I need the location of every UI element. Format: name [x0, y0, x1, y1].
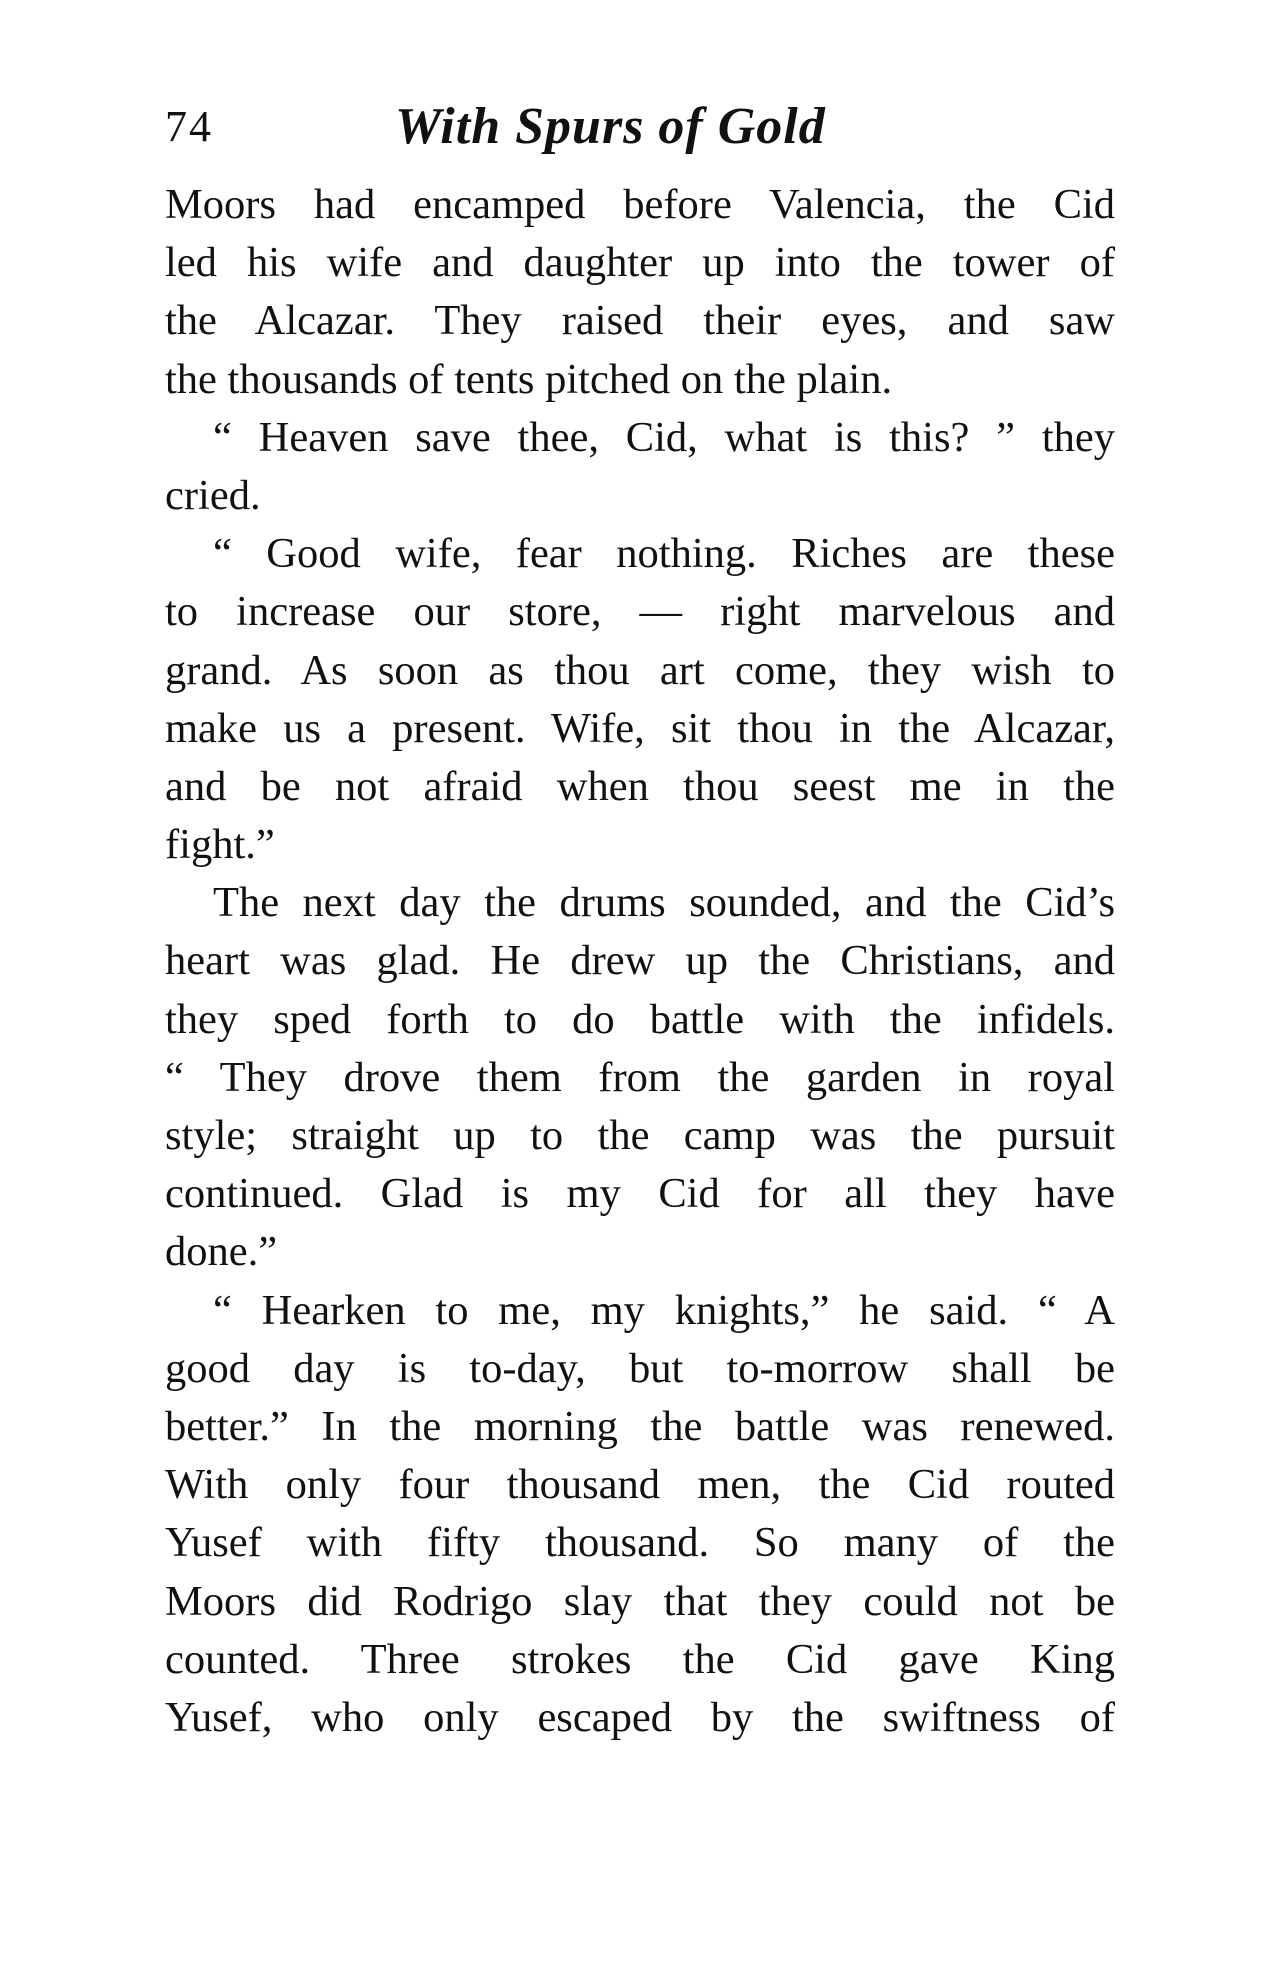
text-line: counted. Three strokes the Cid gave King	[165, 1635, 1115, 1683]
text-line: to increase our store, — right marvelous and	[165, 588, 1115, 636]
text-line: Moors had encamped before Valencia, the Cid	[165, 181, 1115, 228]
text-line: Yusef, who only escaped by the swiftness of	[165, 1693, 1115, 1741]
text-line: With only four thousand men, the Cid routed	[165, 1461, 1115, 1509]
text-line: grand. As soon as thou art come, they wish to	[165, 646, 1115, 694]
text-line: cried.	[165, 471, 261, 519]
text-line: Moors did Rodrigo slay that they could not be	[165, 1577, 1115, 1625]
text-line: fight.”	[165, 821, 275, 869]
text-line: good day is to-day, but to-morrow shall be	[165, 1344, 1115, 1392]
text-line: continued. Glad is my Cid for all they have	[165, 1170, 1115, 1218]
text-line: the thousands of tents pitched on the plain.	[165, 355, 893, 403]
text-line: “ Heaven save thee, Cid, what is this? ” they	[213, 413, 1115, 461]
text-line: Yusef with fifty thousand. So many of the	[165, 1519, 1115, 1567]
text-line: the Alcazar. They raised their eyes, and saw	[165, 297, 1115, 345]
body-text	[165, 176, 1115, 1747]
text-line: they sped forth to do battle with the infidels.	[165, 995, 1115, 1043]
page-header	[165, 92, 1115, 162]
text-line: better.” In the morning the battle was renewed.	[165, 1402, 1115, 1450]
page-number: 74	[165, 102, 213, 151]
text-line: “ Hearken to me, my knights,” he said. “ A	[213, 1286, 1115, 1334]
text-line: “ They drove them from the garden in royal	[165, 1053, 1115, 1101]
text-line: The next day the drums sounded, and the Cid’s	[213, 879, 1115, 927]
running-title: With Spurs of Gold	[395, 98, 826, 155]
text-line: style; straight up to the camp was the pursuit	[165, 1112, 1115, 1159]
text-line: make us a present. Wife, sit thou in the Alcazar,	[165, 704, 1115, 752]
text-line: done.”	[165, 1228, 278, 1276]
text-line: heart was glad. He drew up the Christians, and	[165, 937, 1115, 985]
text-line: “ Good wife, fear nothing. Riches are these	[213, 530, 1115, 578]
text-line: and be not afraid when thou seest me in the	[165, 762, 1115, 810]
text-line: led his wife and daughter up into the tower of	[165, 239, 1115, 287]
